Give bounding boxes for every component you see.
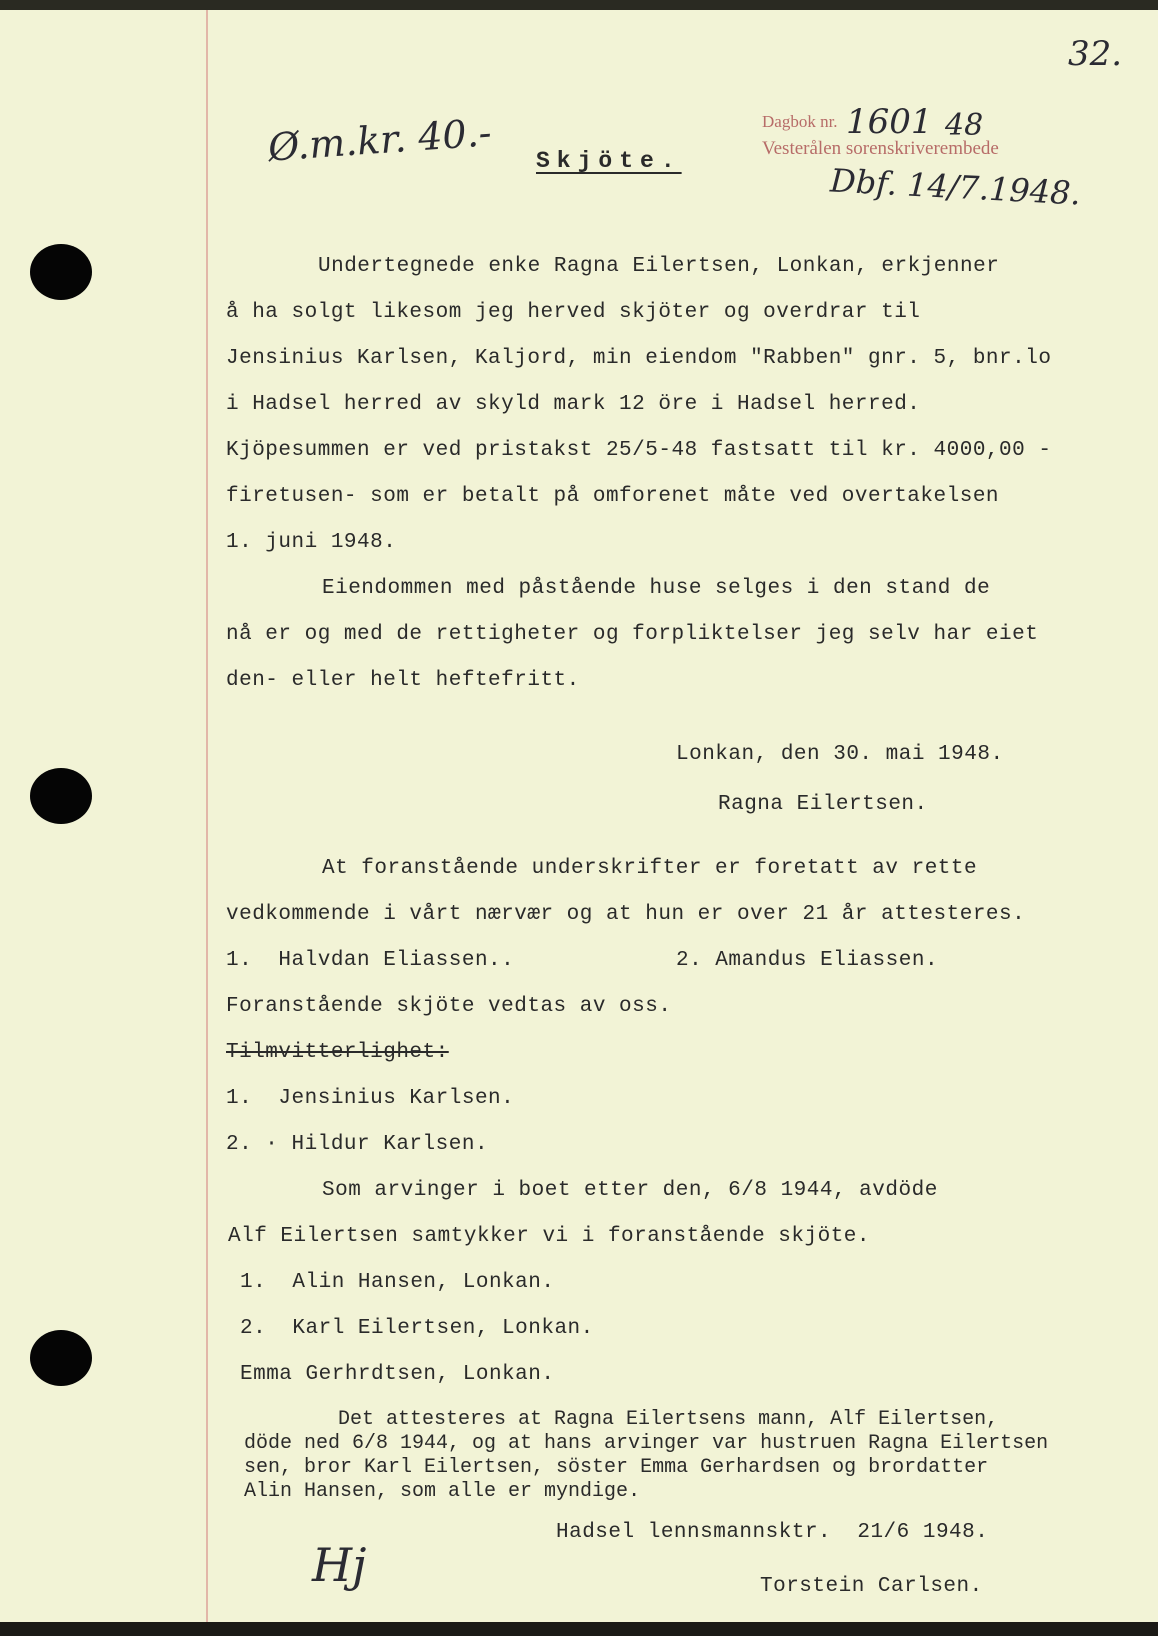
signer-name: Ragna Eilertsen. xyxy=(718,793,928,816)
official-name: Torstein Carlsen. xyxy=(760,1575,983,1598)
heir-1: 1. Alin Hansen, Lonkan. xyxy=(240,1271,555,1294)
margin-rule xyxy=(206,10,208,1622)
buyer-1: 1. Jensinius Karlsen. xyxy=(226,1087,515,1110)
office-date-line: Hadsel lennsmannsktr. 21/6 1948. xyxy=(556,1521,989,1544)
text-line: Alf Eilertsen samtykker vi i foranstående skjöte. xyxy=(228,1225,871,1248)
stamp-dagbok-label: Dagbok nr. xyxy=(762,112,838,131)
buyer-2: 2. · Hildur Karlsen. xyxy=(226,1133,489,1156)
text-line: Som arvinger i boet etter den, 6/8 1944, avdöde xyxy=(322,1179,938,1202)
text-line: å ha solgt likesom jeg herved skjöter og overdrar til xyxy=(226,301,921,324)
place-date-line: Lonkan, den 30. mai 1948. xyxy=(676,743,1004,766)
text-line: vedkommende i vårt nærvær og at hun er over 21 år attesteres. xyxy=(226,903,1026,926)
witness-2: 2. Amandus Eliassen. xyxy=(676,949,939,972)
margin-note: Ø.m.kr. 40.- xyxy=(266,110,493,170)
punch-hole xyxy=(30,1330,92,1386)
stamp-date-note: Dbf. 14/7.1948. xyxy=(829,161,1082,213)
text-line: Alin Hansen, som alle er myndige. xyxy=(244,1480,641,1503)
text-line: Det attesteres at Ragna Eilertsens mann, Alf Eilertsen, xyxy=(338,1408,999,1431)
text-line: nå er og med de rettigheter og forpliktelser jeg selv har eiet xyxy=(226,623,1039,646)
text-line: Kjöpesummen er ved pristakst 25/5-48 fastsatt til kr. 4000,00 - xyxy=(226,439,1052,462)
stamp-office: Vesterålen sorenskriverembede xyxy=(762,138,999,159)
punch-hole xyxy=(30,768,92,824)
stamp-year: 48 xyxy=(945,108,984,143)
signature-mark: Hj xyxy=(312,1538,367,1592)
text-line: sen, bror Karl Eilertsen, söster Emma Gerhardsen og brordatter xyxy=(244,1456,989,1479)
punch-hole xyxy=(30,244,92,300)
struck-heading: Tilmvitterlighet: xyxy=(226,1041,449,1064)
stamp-dagbok-number: 1601 xyxy=(846,102,933,142)
text-line: Undertegnede enke Ragna Eilertsen, Lonkan, erkjenner xyxy=(318,255,1000,278)
text-line: döde ned 6/8 1944, og at hans arvinger var hustruen Ragna Eilertsen xyxy=(244,1432,1049,1455)
heir-2: 2. Karl Eilertsen, Lonkan. xyxy=(240,1317,594,1340)
page-number: 32. xyxy=(1068,34,1123,74)
text-line: Foranstående skjöte vedtas av oss. xyxy=(226,995,672,1018)
text-line: Eiendommen med påstående huse selges i den stand de xyxy=(322,577,991,600)
text-line: Jensinius Karlsen, Kaljord, min eiendom "Rabben" gnr. 5, bnr.lo xyxy=(226,347,1052,370)
text-line: 1. juni 1948. xyxy=(226,531,397,554)
witness-1: 1. Halvdan Eliassen.. xyxy=(226,949,515,972)
document-title: Skjöte. xyxy=(536,148,682,174)
text-line: den- eller helt heftefritt. xyxy=(226,669,580,692)
text-line: At foranstående underskrifter er foretatt av rette xyxy=(322,857,978,880)
text-line: firetusen- som er betalt på omforenet måte ved overtakelsen xyxy=(226,485,1000,508)
text-line: i Hadsel herred av skyld mark 12 öre i Hadsel herred. xyxy=(226,393,921,416)
heir-3: Emma Gerhrdtsen, Lonkan. xyxy=(240,1363,555,1386)
